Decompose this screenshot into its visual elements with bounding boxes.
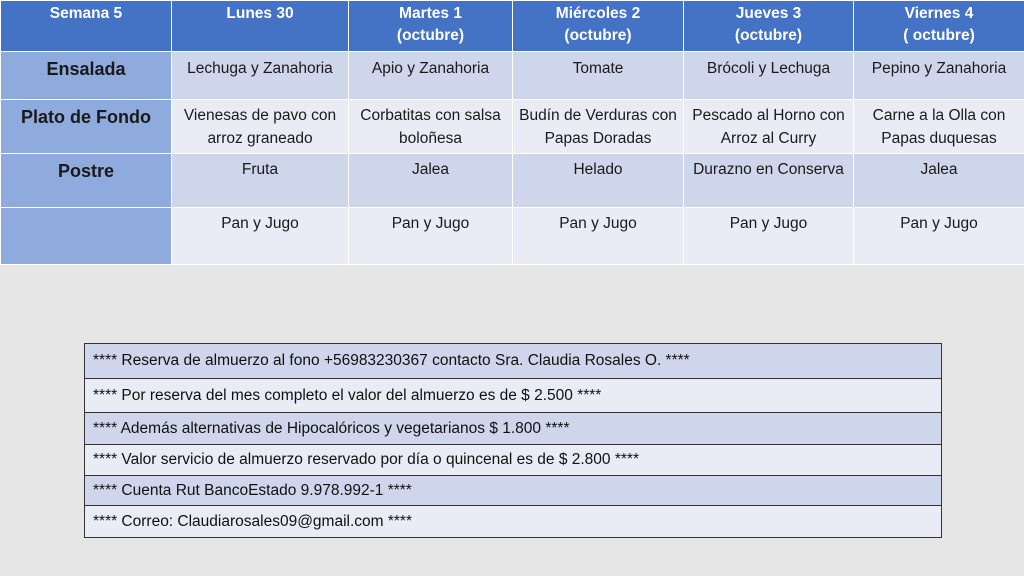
day-header-friday: Viernes 4 ( octubre): [854, 1, 1024, 52]
day-header-monday: Lunes 30: [172, 1, 349, 52]
menu-cell: Vienesas de pavo con arroz graneado: [172, 100, 349, 154]
row-label-salad: Ensalada: [1, 52, 172, 100]
note-monthly-price: **** Por reserva del mes completo el valor del almuerzo es de $ 2.500 ****: [85, 379, 941, 413]
menu-cell: Pepino y Zanahoria: [854, 52, 1024, 100]
weekly-menu-table: [0, 0, 1024, 265]
menu-cell: Jalea: [854, 154, 1024, 208]
row-label-dessert: Postre: [1, 154, 172, 208]
menu-cell: Budín de Verduras con Papas Doradas: [513, 100, 684, 154]
menu-cell: Lechuga y Zanahoria: [172, 52, 349, 100]
week-header: Semana 5: [1, 1, 172, 52]
menu-cell: Apio y Zanahoria: [349, 52, 513, 100]
menu-cell: Helado: [513, 154, 684, 208]
menu-cell: Corbatitas con salsa boloñesa: [349, 100, 513, 154]
day-header-thursday: Jueves 3 (octubre): [684, 1, 854, 52]
bread-juice-row: [1, 208, 1024, 265]
menu-cell: Pan y Jugo: [172, 208, 349, 265]
row-label-main-dish: Plato de Fondo: [1, 100, 172, 154]
menu-cell: Pan y Jugo: [684, 208, 854, 265]
menu-cell: Brócoli y Lechuga: [684, 52, 854, 100]
day-header-wednesday: Miércoles 2 (octubre): [513, 1, 684, 52]
day-header-tuesday: Martes 1 (octubre): [349, 1, 513, 52]
note-alternatives-price: **** Además alternativas de Hipocalóricos y vegetarianos $ 1.800 ****: [85, 413, 941, 445]
menu-cell: Fruta: [172, 154, 349, 208]
header-row: [1, 1, 1024, 52]
row-label-blank: [1, 208, 172, 265]
menu-cell: Carne a la Olla con Papas duquesas: [854, 100, 1024, 154]
note-daily-price: **** Valor servicio de almuerzo reservado por día o quincenal es de $ 2.800 ****: [85, 445, 941, 476]
note-email: **** Correo: Claudiarosales09@gmail.com ****: [85, 506, 941, 537]
menu-cell: Tomate: [513, 52, 684, 100]
menu-cell: Pescado al Horno con Arroz al Curry: [684, 100, 854, 154]
dessert-row: [1, 154, 1024, 208]
menu-cell: Pan y Jugo: [513, 208, 684, 265]
menu-cell: Pan y Jugo: [349, 208, 513, 265]
note-reservation-phone: **** Reserva de almuerzo al fono +56983230367 contacto Sra. Claudia Rosales O. ****: [85, 344, 941, 379]
note-bank-account: **** Cuenta Rut BancoEstado 9.978.992-1 ****: [85, 476, 941, 506]
info-notes-box: [84, 343, 942, 538]
menu-cell: Jalea: [349, 154, 513, 208]
menu-cell: Pan y Jugo: [854, 208, 1024, 265]
menu-cell: Durazno en Conserva: [684, 154, 854, 208]
main-dish-row: [1, 100, 1024, 154]
salad-row: [1, 52, 1024, 100]
